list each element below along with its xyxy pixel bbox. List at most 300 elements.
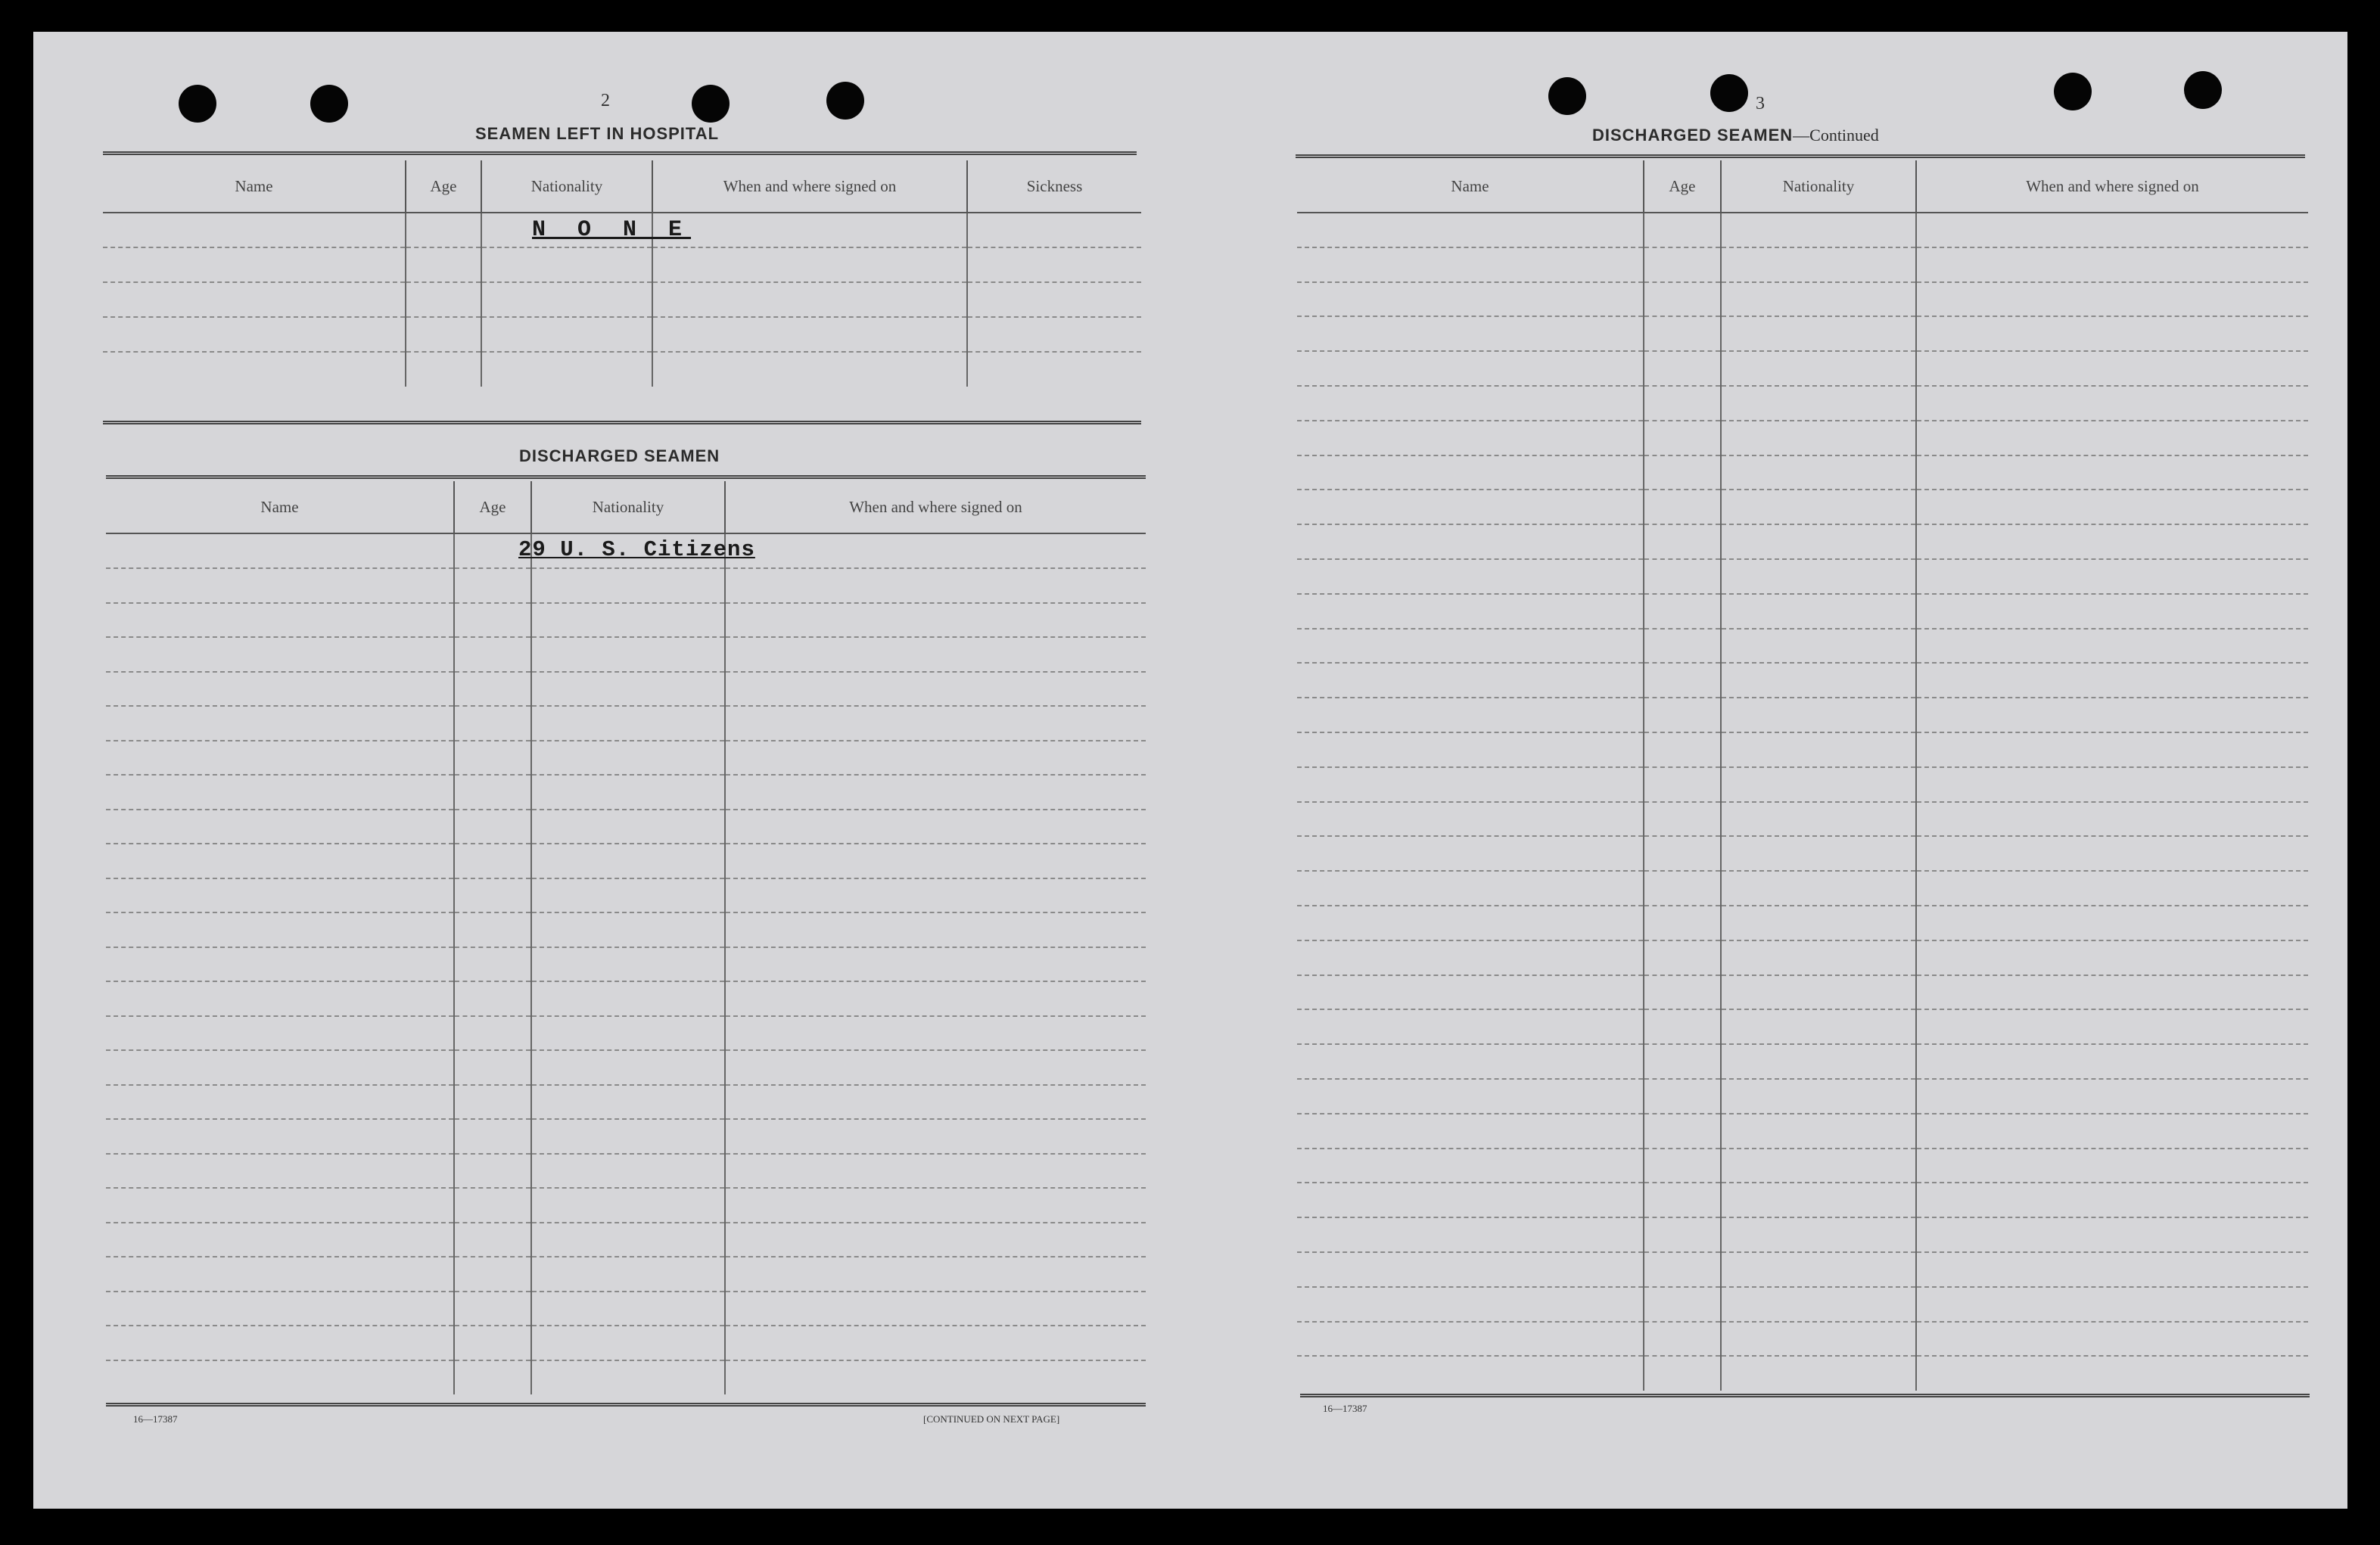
punch-hole bbox=[179, 85, 216, 123]
table-cell bbox=[1297, 1114, 1644, 1149]
table-cell bbox=[1297, 906, 1644, 940]
discharged-section-title: DISCHARGED SEAMEN bbox=[519, 446, 720, 465]
table-row bbox=[1297, 316, 2308, 351]
table-cell bbox=[1644, 940, 1721, 975]
table-cell bbox=[725, 981, 1146, 1016]
table-cell bbox=[725, 775, 1146, 810]
table-cell bbox=[1721, 975, 1916, 1010]
document-sheet bbox=[33, 32, 2347, 1509]
table-cell bbox=[1721, 767, 1916, 802]
table-row bbox=[1297, 663, 2308, 698]
punch-hole bbox=[1710, 74, 1748, 112]
table-cell bbox=[967, 317, 1141, 352]
table-row bbox=[1297, 1044, 2308, 1079]
table-cell bbox=[1721, 1009, 1916, 1044]
table-cell bbox=[106, 1188, 454, 1223]
table-cell bbox=[1297, 213, 1644, 247]
hospital-section-title: SEAMEN LEFT IN HOSPITAL bbox=[475, 124, 720, 143]
table-cell bbox=[531, 1257, 725, 1292]
table-cell bbox=[1721, 455, 1916, 490]
table-row bbox=[1297, 455, 2308, 490]
table-row bbox=[1297, 1356, 2308, 1391]
table-row bbox=[1297, 282, 2308, 317]
table-cell bbox=[1916, 732, 2308, 767]
table-cell bbox=[454, 947, 531, 982]
table-row bbox=[106, 1154, 1146, 1189]
table-cell bbox=[1721, 490, 1916, 524]
table-cell bbox=[1644, 871, 1721, 906]
table-row bbox=[1297, 1149, 2308, 1183]
table-cell bbox=[106, 1119, 454, 1154]
table-row bbox=[1297, 732, 2308, 767]
table-row bbox=[106, 1085, 1146, 1120]
table-cell bbox=[725, 947, 1146, 982]
hospital-top-rule bbox=[103, 151, 1137, 155]
table-cell bbox=[454, 810, 531, 844]
table-cell bbox=[1916, 1183, 2308, 1217]
table-cell bbox=[1644, 594, 1721, 629]
table-row bbox=[106, 1292, 1146, 1326]
table-cell bbox=[1916, 490, 2308, 524]
hospital-bottom-rule bbox=[103, 421, 1141, 424]
table-row bbox=[106, 672, 1146, 707]
table-cell bbox=[1644, 351, 1721, 386]
table-cell bbox=[1916, 1044, 2308, 1079]
table-row bbox=[1297, 871, 2308, 906]
table-cell bbox=[725, 1360, 1146, 1395]
table-cell bbox=[1916, 629, 2308, 664]
table-cell bbox=[1721, 1356, 1916, 1391]
table-cell bbox=[1916, 663, 2308, 698]
table-cell bbox=[454, 912, 531, 947]
table-cell bbox=[531, 1154, 725, 1189]
table-cell bbox=[106, 1085, 454, 1120]
table-cell bbox=[531, 1016, 725, 1051]
table-row bbox=[106, 706, 1146, 741]
table-cell bbox=[1297, 732, 1644, 767]
table-cell bbox=[106, 672, 454, 707]
table-row bbox=[1297, 559, 2308, 594]
table-row bbox=[1297, 1183, 2308, 1217]
table-cell bbox=[1297, 421, 1644, 455]
table-cell bbox=[1916, 767, 2308, 802]
table-cell bbox=[1916, 940, 2308, 975]
table-cell bbox=[967, 352, 1141, 387]
table-cell bbox=[725, 1223, 1146, 1257]
table-cell bbox=[531, 810, 725, 844]
table-cell bbox=[481, 317, 652, 352]
table-cell bbox=[1916, 455, 2308, 490]
table-cell bbox=[531, 1050, 725, 1085]
continued-bottom-rule bbox=[1300, 1394, 2310, 1397]
table-cell bbox=[1721, 629, 1916, 664]
title-suffix: —Continued bbox=[1793, 126, 1879, 145]
table-cell bbox=[1721, 1287, 1916, 1322]
table-cell bbox=[1297, 1356, 1644, 1391]
table-cell bbox=[106, 1016, 454, 1051]
table-cell bbox=[103, 317, 406, 352]
table-cell bbox=[481, 247, 652, 282]
table-cell bbox=[531, 1085, 725, 1120]
table-cell bbox=[1644, 1356, 1721, 1391]
table-cell bbox=[725, 878, 1146, 913]
punch-hole bbox=[692, 85, 730, 123]
table-cell bbox=[1916, 316, 2308, 351]
table-cell bbox=[454, 637, 531, 672]
table-cell bbox=[1916, 524, 2308, 559]
table-cell bbox=[1916, 421, 2308, 455]
table-cell bbox=[652, 247, 967, 282]
table-row bbox=[1297, 386, 2308, 421]
table-row bbox=[1297, 1079, 2308, 1114]
table-cell bbox=[1916, 871, 2308, 906]
table-cell bbox=[1297, 282, 1644, 317]
column-header-signed-on: When and where signed on bbox=[652, 160, 967, 213]
table-row bbox=[1297, 1252, 2308, 1287]
table-cell bbox=[454, 1257, 531, 1292]
table-cell bbox=[1916, 213, 2308, 247]
column-header-signed-on: When and where signed on bbox=[725, 481, 1146, 533]
table-row bbox=[106, 810, 1146, 844]
table-cell bbox=[1916, 247, 2308, 282]
table-cell bbox=[967, 213, 1141, 247]
table-cell bbox=[1644, 490, 1721, 524]
none-entry: N O N E bbox=[532, 217, 692, 243]
table-cell bbox=[103, 282, 406, 317]
table-row bbox=[1297, 490, 2308, 524]
table-row bbox=[1297, 975, 2308, 1010]
table-cell bbox=[1916, 282, 2308, 317]
table-cell bbox=[1297, 836, 1644, 871]
discharged-table bbox=[106, 481, 1146, 1394]
table-row bbox=[1297, 836, 2308, 871]
table-cell bbox=[1297, 802, 1644, 837]
table-cell bbox=[1297, 1287, 1644, 1322]
table-cell bbox=[454, 568, 531, 603]
table-cell bbox=[481, 282, 652, 317]
table-row bbox=[1297, 802, 2308, 837]
table-cell bbox=[531, 637, 725, 672]
table-row bbox=[106, 1257, 1146, 1292]
table-cell bbox=[725, 1154, 1146, 1189]
table-cell bbox=[725, 637, 1146, 672]
table-cell bbox=[1297, 559, 1644, 594]
table-cell bbox=[1644, 663, 1721, 698]
table-cell bbox=[1297, 1183, 1644, 1217]
table-cell bbox=[725, 1119, 1146, 1154]
table-cell bbox=[106, 844, 454, 878]
table-cell bbox=[1297, 594, 1644, 629]
table-row bbox=[106, 568, 1146, 603]
column-header-nationality: Nationality bbox=[531, 481, 725, 533]
discharged-continued-title bbox=[1592, 126, 1879, 145]
table-cell bbox=[531, 1119, 725, 1154]
table-cell bbox=[725, 1292, 1146, 1326]
table-cell bbox=[725, 672, 1146, 707]
table-cell bbox=[1297, 767, 1644, 802]
table-cell bbox=[725, 912, 1146, 947]
table-row bbox=[106, 775, 1146, 810]
table-cell bbox=[454, 533, 755, 568]
table-cell bbox=[1644, 906, 1721, 940]
table-cell bbox=[652, 213, 967, 247]
table-cell bbox=[1297, 1009, 1644, 1044]
table-cell bbox=[652, 317, 967, 352]
table-cell bbox=[531, 947, 725, 982]
table-cell bbox=[1297, 386, 1644, 421]
table-row bbox=[106, 1326, 1146, 1360]
table-row bbox=[1297, 524, 2308, 559]
table-cell bbox=[103, 352, 406, 387]
table-cell bbox=[1916, 559, 2308, 594]
table-row bbox=[106, 1188, 1146, 1223]
table-cell bbox=[1916, 594, 2308, 629]
table-row bbox=[1297, 213, 2308, 247]
column-header-name: Name bbox=[1297, 160, 1644, 213]
table-cell bbox=[454, 1154, 531, 1189]
table-cell bbox=[725, 706, 1146, 741]
table-cell bbox=[1916, 975, 2308, 1010]
table-row bbox=[106, 1050, 1146, 1085]
discharged-bottom-rule bbox=[106, 1403, 1146, 1407]
table-cell bbox=[1721, 1044, 1916, 1079]
table-cell bbox=[1297, 698, 1644, 732]
table-cell bbox=[1644, 316, 1721, 351]
table-cell bbox=[1644, 698, 1721, 732]
column-header-signed-on: When and where signed on bbox=[1916, 160, 2308, 213]
table-cell bbox=[531, 672, 725, 707]
table-cell bbox=[1297, 975, 1644, 1010]
table-cell bbox=[1721, 663, 1916, 698]
table-cell bbox=[1721, 871, 1916, 906]
table-cell bbox=[531, 603, 725, 638]
table-row bbox=[1297, 1217, 2308, 1252]
table-cell bbox=[725, 603, 1146, 638]
table-cell bbox=[1644, 1044, 1721, 1079]
table-cell bbox=[1916, 1252, 2308, 1287]
table-cell bbox=[652, 352, 967, 387]
table-cell bbox=[725, 1050, 1146, 1085]
table-cell bbox=[106, 947, 454, 982]
table-cell bbox=[1297, 663, 1644, 698]
punch-hole bbox=[2184, 71, 2222, 109]
table-cell bbox=[454, 741, 531, 776]
column-header-nationality: Nationality bbox=[481, 160, 652, 213]
table-cell bbox=[531, 1326, 725, 1360]
table-cell bbox=[531, 1360, 725, 1395]
table-row bbox=[106, 741, 1146, 776]
table-cell bbox=[1916, 1217, 2308, 1252]
table-cell bbox=[725, 1188, 1146, 1223]
column-header-name: Name bbox=[106, 481, 454, 533]
table-cell bbox=[106, 1326, 454, 1360]
table-cell bbox=[1297, 455, 1644, 490]
table-cell bbox=[1644, 524, 1721, 559]
table-cell bbox=[1644, 802, 1721, 837]
table-cell bbox=[652, 282, 967, 317]
table-cell bbox=[454, 1360, 531, 1395]
table-row bbox=[106, 947, 1146, 982]
table-cell bbox=[1644, 975, 1721, 1010]
table-cell bbox=[1644, 1149, 1721, 1183]
table-cell bbox=[1644, 1183, 1721, 1217]
table-cell bbox=[1297, 247, 1644, 282]
table-cell bbox=[725, 1016, 1146, 1051]
table-cell bbox=[1916, 836, 2308, 871]
table-cell bbox=[454, 1223, 531, 1257]
punch-hole bbox=[2054, 73, 2092, 110]
table-cell bbox=[1721, 1079, 1916, 1114]
table-cell bbox=[967, 282, 1141, 317]
table-cell bbox=[1721, 836, 1916, 871]
table-cell bbox=[1721, 559, 1916, 594]
table-cell bbox=[106, 912, 454, 947]
table-cell bbox=[1721, 906, 1916, 940]
table-cell bbox=[725, 844, 1146, 878]
table-row bbox=[1297, 940, 2308, 975]
column-header-age: Age bbox=[454, 481, 531, 533]
table-cell bbox=[481, 352, 652, 387]
table-cell bbox=[1297, 1044, 1644, 1079]
table-cell bbox=[531, 981, 725, 1016]
table-cell bbox=[1644, 836, 1721, 871]
table-cell bbox=[454, 706, 531, 741]
table-cell bbox=[531, 775, 725, 810]
table-cell bbox=[106, 1154, 454, 1189]
table-cell bbox=[1644, 767, 1721, 802]
discharged-continued-table bbox=[1297, 160, 2308, 1391]
table-row bbox=[1297, 351, 2308, 386]
table-cell bbox=[1721, 698, 1916, 732]
table-cell bbox=[454, 878, 531, 913]
table-cell bbox=[1297, 871, 1644, 906]
table-cell bbox=[1916, 1009, 2308, 1044]
table-cell bbox=[531, 706, 725, 741]
table-cell bbox=[1916, 1322, 2308, 1357]
table-cell bbox=[1721, 524, 1916, 559]
table-cell bbox=[454, 775, 531, 810]
table-cell bbox=[454, 1326, 531, 1360]
table-cell bbox=[106, 981, 454, 1016]
table-cell bbox=[106, 637, 454, 672]
table-cell bbox=[1297, 629, 1644, 664]
table-cell bbox=[1721, 1149, 1916, 1183]
punch-hole bbox=[826, 82, 864, 120]
table-cell bbox=[531, 568, 725, 603]
table-cell bbox=[106, 775, 454, 810]
table-cell bbox=[106, 568, 454, 603]
table-row bbox=[1297, 698, 2308, 732]
table-cell bbox=[1297, 490, 1644, 524]
table-cell bbox=[1644, 455, 1721, 490]
table-cell bbox=[1721, 316, 1916, 351]
table-cell bbox=[106, 741, 454, 776]
table-cell bbox=[454, 1016, 531, 1051]
table-cell bbox=[1297, 940, 1644, 975]
table-cell bbox=[1644, 1217, 1721, 1252]
table-row bbox=[1297, 1287, 2308, 1322]
table-cell bbox=[725, 1326, 1146, 1360]
table-cell bbox=[1721, 282, 1916, 317]
table-row bbox=[106, 844, 1146, 878]
table-row bbox=[1297, 906, 2308, 940]
table-cell bbox=[1916, 1356, 2308, 1391]
table-cell bbox=[1644, 421, 1721, 455]
table-cell bbox=[1916, 351, 2308, 386]
table-cell bbox=[1721, 1252, 1916, 1287]
table-cell bbox=[1644, 247, 1721, 282]
table-cell bbox=[1721, 1114, 1916, 1149]
right-page bbox=[1199, 32, 2347, 1509]
table-cell bbox=[454, 1119, 531, 1154]
form-number: 16—17387 bbox=[1323, 1403, 1367, 1414]
column-header-age: Age bbox=[406, 160, 481, 213]
table-cell bbox=[1916, 1287, 2308, 1322]
table-row bbox=[1297, 421, 2308, 455]
table-cell bbox=[1721, 351, 1916, 386]
table-row bbox=[1297, 629, 2308, 664]
table-cell bbox=[1916, 802, 2308, 837]
table-cell bbox=[1916, 906, 2308, 940]
continued-top-rule bbox=[1296, 154, 2305, 158]
table-cell bbox=[454, 1292, 531, 1326]
table-cell bbox=[106, 1360, 454, 1395]
table-cell bbox=[725, 741, 1146, 776]
table-cell bbox=[106, 603, 454, 638]
table-row bbox=[106, 1016, 1146, 1051]
table-cell bbox=[1916, 1114, 2308, 1149]
table-cell bbox=[406, 317, 481, 352]
table-cell bbox=[1916, 1149, 2308, 1183]
table-row bbox=[1297, 1009, 2308, 1044]
table-cell bbox=[1644, 1287, 1721, 1322]
table-cell bbox=[1297, 1079, 1644, 1114]
table-row bbox=[1297, 1322, 2308, 1357]
punch-hole bbox=[1548, 77, 1586, 115]
title-main: DISCHARGED SEAMEN bbox=[1592, 126, 1794, 145]
table-cell bbox=[1644, 1079, 1721, 1114]
table-cell bbox=[106, 1292, 454, 1326]
table-cell bbox=[454, 1050, 531, 1085]
table-cell bbox=[725, 1085, 1146, 1120]
column-header-sickness: Sickness bbox=[967, 160, 1141, 213]
table-cell bbox=[725, 533, 1146, 568]
table-row bbox=[106, 1223, 1146, 1257]
table-cell bbox=[1297, 1217, 1644, 1252]
table-cell bbox=[531, 878, 725, 913]
table-cell bbox=[1644, 1322, 1721, 1357]
page-number: 2 bbox=[601, 91, 610, 110]
table-cell bbox=[1644, 386, 1721, 421]
table-cell bbox=[725, 810, 1146, 844]
table-cell bbox=[725, 568, 1146, 603]
discharged-top-rule bbox=[106, 475, 1146, 479]
table-cell bbox=[967, 247, 1141, 282]
table-cell bbox=[103, 213, 406, 247]
table-cell bbox=[106, 810, 454, 844]
page-number: 3 bbox=[1756, 94, 1765, 113]
column-header-age: Age bbox=[1644, 160, 1721, 213]
column-header-name: Name bbox=[103, 160, 406, 213]
table-cell bbox=[1721, 594, 1916, 629]
table-cell bbox=[454, 672, 531, 707]
table-cell bbox=[406, 213, 481, 247]
table-cell bbox=[531, 1223, 725, 1257]
table-row bbox=[106, 1119, 1146, 1154]
table-cell bbox=[106, 878, 454, 913]
table-cell bbox=[1644, 629, 1721, 664]
table-cell bbox=[1721, 940, 1916, 975]
